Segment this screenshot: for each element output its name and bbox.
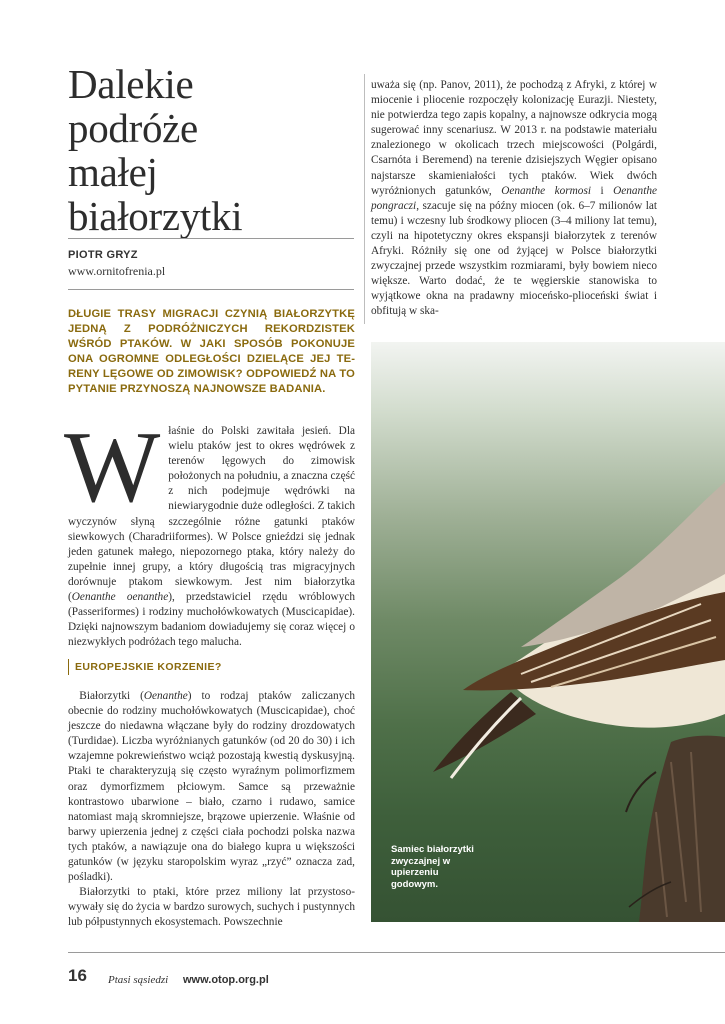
- species-latin: Oenanthe pongraczi: [371, 184, 657, 212]
- section-paragraph: Białorzytki to ptaki, które przez miliony lat przystosowywały się do życia w bardzo surowych, suchych i pustynnych lub półpustynnych ekosystemach. Powszechnie: [68, 886, 355, 929]
- section-heading: EUROPEJSKIE KORZENIE?: [68, 659, 222, 675]
- author-website: www.ornitofrenia.pl: [68, 264, 166, 278]
- drop-cap: W: [64, 411, 161, 524]
- page-number: 16: [68, 966, 87, 985]
- column-divider: [364, 74, 365, 324]
- lead-paragraph: DŁUGIE TRASY MIGRACJI CZYNIĄ BIAŁORZYTKĘ JEDNĄ Z PODRÓŻNICZYCH REKORDZISTEK WŚRÓD PTAKÓW. W JAKI SPOSÓB POKONUJE ONA OGROMNE ODLEGŁOŚCI DZIELĄCE JEJ TERENY LĘGOWE OD ZIMOWISK? ODPOWIEDŹ NA TO PYTANIE PRZYNOSZĄ NAJNOWSZE BADANIA.: [68, 308, 355, 395]
- intro-text: łaśnie do Polski zawitała jesień. Dla wielu ptaków jest to okres wędrówek z terenów lęgowych do zimowisk położonych na południu, a znaczna część z nich podejmuje wędrówki na niewiarygodnie duże odległości. Z takich wyczynów słyną szczególnie różne gatunki ptaków siewkowych (Charadriiformes). W Polsce gnieździ się jednak jeden gatunek małego, niepozornego ptaka, który należy do zupełnie innej grupy, a który długością tras migracyjnych dorównuje ptakom siewkowym. Jest nim białorzytka (: [68, 425, 355, 604]
- photo-caption: Samiec białorzytki zwyczajnej w upierzeniu godowym.: [391, 844, 474, 890]
- wheatear-photo: [371, 342, 725, 922]
- author-divider: [68, 289, 354, 290]
- intro-text: ), przedstawiciel rzędu wróblowych (Passeriformes) i rodziny muchołówkowatych (Muscicapidae). Dzięki najnowszym badaniom dowiadujemy się coraz więcej o niezwykłych podróżach tego malucha.: [68, 591, 356, 649]
- title-line: małej: [68, 149, 158, 195]
- right-column-text: uważa się (np. Panov, 2011), że pochodzą z Afryki, z której w miocenie i pliocenie rozpoczęły kolonizację Eurazji. Niestety, nie potwierdza tego zapis kopalny, a najnowsze odkrycia mogą sugerować inny scenariusz. W 2013 r. na podstawie materiału znalezionego w okolicach trzech miejscowości (Polgárdi, Csarnóta i Beremend) na terenie dzisiejszych Węgier opisano najstarsze skamieniałości tych ptaków. Wiek dwóch wyróżnionych gatunków, Oenanthe kormosi i Oenanthe pongraczi, szacuje się na późny miocen (ok. 6–7 milionów lat temu) i wczesny lub środkowy pliocen (3–4 miliony lat temu), czyli na hipotetyczny okres ekspansji białorzytek z terenów Afryki. Różniły się one od żyjącej w Polsce białorzytki zwyczajnej przede wszystkim rozmiarami, były bowiem nieco większe. Warto dodać, że te węgierskie stanowiska to wyjątkowe okna na pradawny mioceńsko-plioceński świat i obfitują w ska-: [371, 79, 657, 318]
- section-paragraph: Białorzytki (Oenanthe) to rodzaj ptaków zaliczanych obecnie do rodziny muchołówkowatych (Muscicapidae), choć jeszcze do niedawna włączane były do rodziny drozdowatych (Turdidae). Liczba wyróżnianych gatunków (od 20 do 30) i ich wzajemne pokrewieństwo wciąż pozostają kwestią dyskusyjną. Ptaki te charakteryzują się często wyraźnym polimorfizmem oraz dymorfizmem płciowym. Samce są przeważnie kontrastowo ubarwione – biało, czarno i rudawo, samice natomiast mają skromniejsze, brązowe upierzenie. Właśnie od barwy upierzenia jednej z części ciała pochodzi polska nazwa tych ptaków, a nawiązuje ona do białego kupra u większości gatunków (w języku staropolskim wyraz „rzyć” oznacza zad, pośladki).: [68, 690, 355, 884]
- title-divider: [68, 238, 354, 239]
- section-body: [68, 689, 355, 931]
- intro-species-latin: Oenanthe oenanthe: [71, 591, 169, 604]
- article-title: [68, 62, 358, 238]
- footer-divider: [68, 952, 725, 953]
- title-line: Dalekie: [68, 61, 194, 107]
- title-line: podróże: [68, 105, 198, 151]
- genus-latin: Oenanthe: [143, 690, 188, 702]
- intro-paragraph: [64, 411, 356, 650]
- footer-website-link[interactable]: www.otop.org.pl: [183, 974, 269, 986]
- magazine-name: Ptasi sąsiedzi: [108, 974, 169, 986]
- title-line: białorzytki: [68, 193, 243, 239]
- bird-illustration: [371, 342, 725, 922]
- author-name: PIOTR GRYZ: [68, 249, 138, 261]
- species-latin: Oenanthe kormosi: [501, 184, 591, 197]
